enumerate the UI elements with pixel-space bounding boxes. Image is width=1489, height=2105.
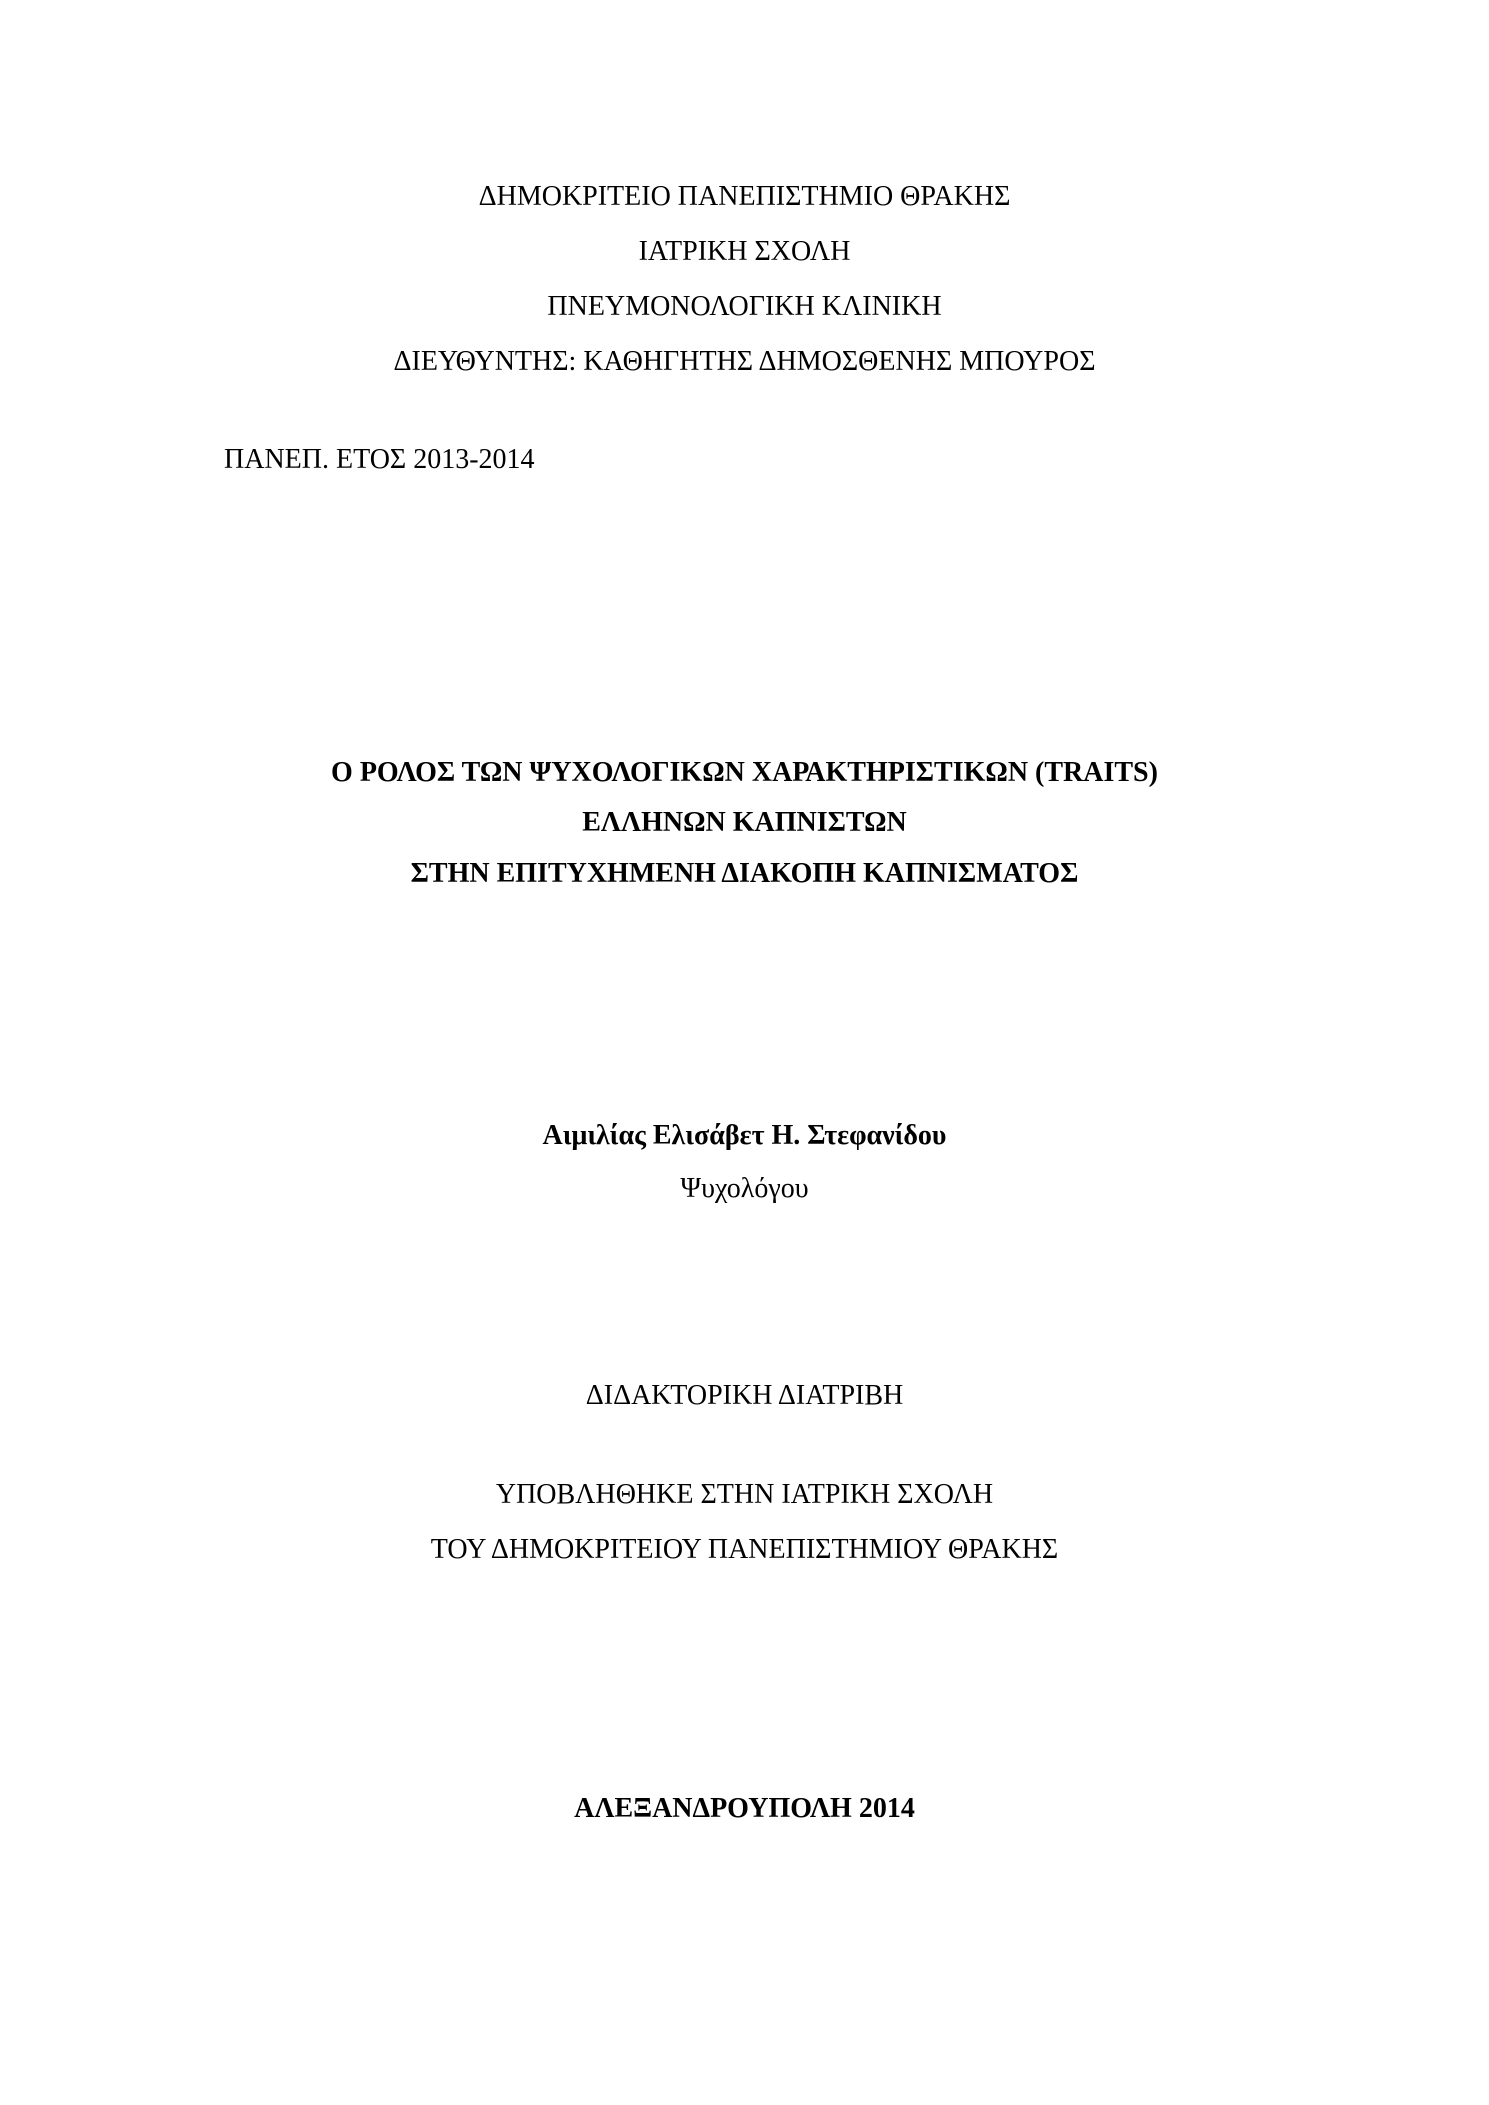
clinic-name: ΠΝΕΥΜΟΝΟΛΟΓΙΚΗ ΚΛΙΝΙΚΗ — [547, 291, 942, 322]
university-name: ΔΗΜΟΚΡΙΤΕΙΟ ΠΑΝΕΠΙΣΤΗΜΙΟ ΘΡΑΚΗΣ — [478, 181, 1011, 212]
author-name: Αιμιλίας Ελισάβετ Η. Στεφανίδου — [542, 1120, 947, 1151]
school-name: ΙΑΤΡΙΚΗ ΣΧΟΛΗ — [638, 236, 851, 267]
submission-line-2: ΤΟΥ ΔΗΜΟΚΡΙΤΕΙΟΥ ΠΑΝΕΠΙΣΤΗΜΙΟΥ ΘΡΑΚΗΣ — [430, 1534, 1059, 1565]
director-line: ΔΙΕΥΘΥΝΤΗΣ: ΚΑΘΗΓΗΤΗΣ ΔΗΜΟΣΘΕΝΗΣ ΜΠΟΥΡΟΣ — [393, 346, 1096, 377]
place-and-year: ΑΛΕΞΑΝΔΡΟΥΠΟΛΗ 2014 — [574, 1793, 915, 1824]
submission-line-1: ΥΠΟΒΛΗΘΗΚΕ ΣΤΗΝ ΙΑΤΡΙΚΗ ΣΧΟΛΗ — [495, 1479, 994, 1510]
thesis-title-line-3: ΣΤΗΝ ΕΠΙΤΥΧΗΜΕΝΗ ΔΙΑΚΟΠΗ ΚΑΠΝΙΣΜΑΤΟΣ — [410, 858, 1079, 889]
academic-year: ΠΑΝΕΠ. ΕΤΟΣ 2013-2014 — [224, 444, 535, 475]
thesis-title-line-1: Ο ΡΟΛΟΣ ΤΩΝ ΨΥΧΟΛΟΓΙΚΩΝ ΧΑΡΑΚΤΗΡΙΣΤΙΚΩΝ (TRAITS) — [331, 757, 1158, 788]
thesis-title-line-2: ΕΛΛΗΝΩΝ ΚΑΠΝΙΣΤΩΝ — [582, 807, 907, 838]
author-profession: Ψυχολόγου — [680, 1173, 809, 1204]
thesis-type: ΔΙΔΑΚΤΟΡΙΚΗ ΔΙΑΤΡΙΒΗ — [585, 1380, 904, 1411]
